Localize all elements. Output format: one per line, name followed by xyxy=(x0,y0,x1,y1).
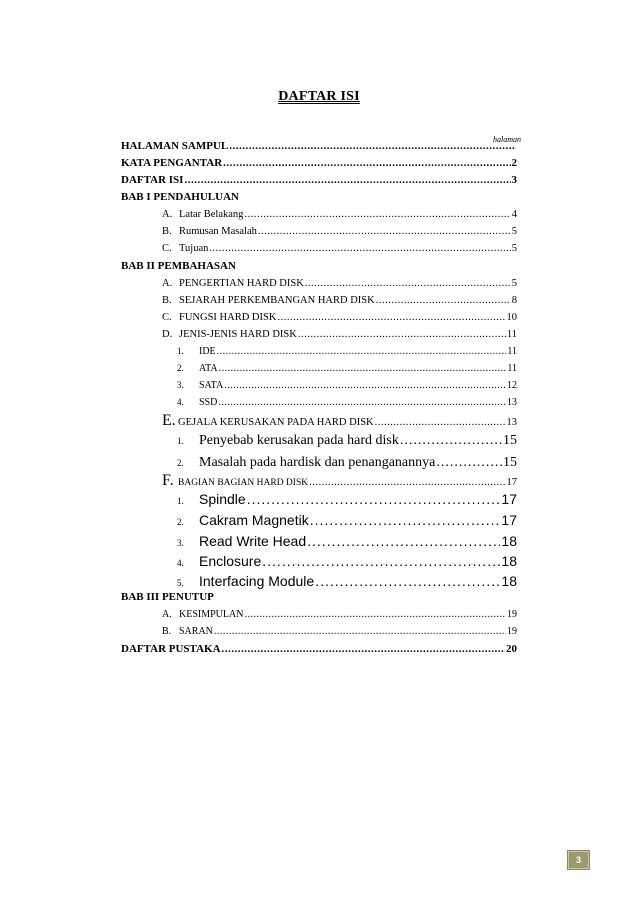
toc-page: 12 xyxy=(507,380,517,391)
toc-label: 1. Spindle xyxy=(177,491,246,507)
toc-page: 18 xyxy=(501,533,517,549)
toc-entry xyxy=(121,174,517,186)
leader-dots xyxy=(224,381,506,391)
toc-entry xyxy=(121,643,517,655)
toc-entry xyxy=(121,157,517,169)
toc-page: 19 xyxy=(507,609,517,620)
toc-marker: 1. xyxy=(177,436,184,446)
toc-label: B. SARAN xyxy=(162,626,213,637)
toc-label: 4. Enclosure xyxy=(177,553,262,569)
toc-label: A. Latar Belakang xyxy=(162,209,244,220)
toc-marker: 1. xyxy=(177,496,184,506)
toc-page: 20 xyxy=(506,643,517,655)
toc-page: 17 xyxy=(501,491,517,507)
toc-label: DAFTAR PUSTAKA xyxy=(121,643,221,655)
leader-dots xyxy=(436,456,502,470)
toc-marker: C. xyxy=(162,312,172,323)
toc-entry xyxy=(177,363,517,374)
page-title: DAFTAR ISI xyxy=(278,89,360,104)
toc-marker: 4. xyxy=(177,397,184,407)
leader-dots xyxy=(305,279,511,290)
toc-entry xyxy=(121,140,517,152)
toc-entry xyxy=(177,512,517,528)
toc-entry xyxy=(177,491,517,507)
toc-label: BAB I PENDAHULUAN xyxy=(121,191,239,203)
leader-dots xyxy=(184,175,510,186)
toc-entry xyxy=(162,209,517,221)
toc-marker: D. xyxy=(162,329,173,340)
toc-page: 18 xyxy=(501,553,517,569)
toc-marker: 3. xyxy=(177,538,184,548)
toc-label: F. BAGIAN BAGIAN HARD DISK xyxy=(162,472,309,489)
leader-dots xyxy=(310,513,501,527)
toc-entry xyxy=(162,609,517,620)
toc-page: 5 xyxy=(511,243,517,254)
toc-marker: C. xyxy=(162,243,172,254)
toc-label: 3. Read Write Head xyxy=(177,533,307,549)
leader-dots xyxy=(217,347,507,357)
toc-marker: A. xyxy=(162,209,173,220)
toc-label: 2. ATA xyxy=(177,363,218,374)
toc-heading xyxy=(121,591,517,603)
toc-label: BAB II PEMBAHASAN xyxy=(121,260,236,272)
leader-dots xyxy=(219,364,507,374)
leader-dots xyxy=(309,478,505,489)
toc-marker: 5. xyxy=(177,578,184,588)
leader-dots xyxy=(307,534,500,548)
toc-label: KATA PENGANTAR xyxy=(121,157,223,169)
toc-label: 2. Cakram Magnetik xyxy=(177,512,309,528)
toc-label: 4. SSD xyxy=(177,397,218,408)
toc-page: 3 xyxy=(511,174,517,186)
toc-marker: 2. xyxy=(177,363,184,373)
halaman-label: halaman xyxy=(493,135,521,144)
toc-page: 19 xyxy=(507,626,517,637)
toc-page: 5 xyxy=(511,226,517,237)
toc-label: A. KESIMPULAN xyxy=(162,609,244,620)
toc-entry xyxy=(177,346,517,357)
toc-page: 11 xyxy=(507,346,517,357)
toc-page: 11 xyxy=(506,329,517,340)
toc-label: C. FUNGSI HARD DISK xyxy=(162,312,277,323)
toc-page: 17 xyxy=(501,512,517,528)
leader-dots xyxy=(315,574,500,588)
toc-entry xyxy=(162,226,517,238)
leader-dots xyxy=(376,296,511,307)
toc-marker: 2. xyxy=(177,458,184,468)
toc-marker: A. xyxy=(162,278,173,289)
toc-label: BAB III PENUTUP xyxy=(121,591,214,603)
toc-label: 3. SATA xyxy=(177,380,224,391)
toc-page: 4 xyxy=(511,209,517,220)
toc-page: 13 xyxy=(507,397,517,408)
leader-dots xyxy=(262,554,500,568)
toc-label: B. Rumusan Masalah xyxy=(162,226,257,237)
toc-entry xyxy=(162,472,517,490)
toc-marker: B. xyxy=(162,226,172,237)
leader-dots xyxy=(223,158,510,169)
leader-dots xyxy=(244,210,510,221)
toc-marker: F. xyxy=(162,472,174,489)
toc-label: A. PENGERTIAN HARD DISK xyxy=(162,278,304,289)
toc-entry xyxy=(162,295,517,307)
toc-entry xyxy=(162,626,517,637)
toc-entry xyxy=(177,553,517,569)
toc-entry xyxy=(177,455,517,471)
toc-page: 11 xyxy=(507,363,517,374)
toc-marker: B. xyxy=(162,626,172,637)
toc-heading xyxy=(121,191,517,203)
toc-marker: B. xyxy=(162,295,172,306)
page-number-badge: 3 xyxy=(568,851,589,869)
toc-entry xyxy=(177,573,517,589)
toc-label: 2. Masalah pada hardisk dan penanganannya xyxy=(177,455,436,470)
toc-marker: 1. xyxy=(177,346,184,356)
toc-label: D. JENIS-JENIS HARD DISK xyxy=(162,329,297,340)
toc-label: C. Tujuan xyxy=(162,243,209,254)
toc-page: 18 xyxy=(501,573,517,589)
toc-label: 1. Penyebab kerusakan pada hard disk xyxy=(177,433,399,448)
toc-page: 8 xyxy=(511,295,517,306)
leader-dots xyxy=(298,330,506,341)
leader-dots xyxy=(214,627,506,637)
toc-entry xyxy=(162,412,517,430)
toc-marker: 2. xyxy=(177,517,184,527)
toc-page: 13 xyxy=(506,417,517,428)
toc-page: 10 xyxy=(506,312,517,323)
toc-marker: A. xyxy=(162,609,172,620)
leader-dots xyxy=(277,313,505,324)
toc-label: B. SEJARAH PERKEMBANGAN HARD DISK xyxy=(162,295,375,306)
toc-marker: E. xyxy=(162,412,176,429)
leader-dots xyxy=(209,244,510,255)
toc-page: 2 xyxy=(511,157,517,169)
toc-entry xyxy=(162,243,517,255)
toc-entry xyxy=(177,380,517,391)
leader-dots xyxy=(400,434,502,448)
toc-entry xyxy=(162,329,517,341)
toc-label: DAFTAR ISI xyxy=(121,174,184,186)
toc-entry xyxy=(177,533,517,549)
leader-dots xyxy=(229,141,516,152)
leader-dots xyxy=(258,227,511,238)
toc-label: E. GEJALA KERUSAKAN PADA HARD DISK xyxy=(162,412,374,429)
toc-marker: 4. xyxy=(177,558,184,568)
leader-dots xyxy=(244,610,506,620)
toc-entry xyxy=(177,433,517,449)
toc-heading xyxy=(121,260,517,272)
toc-page: 15 xyxy=(503,455,517,470)
toc-marker: 3. xyxy=(177,380,184,390)
leader-dots xyxy=(375,418,506,429)
toc-entry xyxy=(177,397,517,408)
toc-label: HALAMAN SAMPUL xyxy=(121,140,229,152)
toc-entry xyxy=(162,312,517,324)
toc-page: 17 xyxy=(506,477,517,488)
leader-dots xyxy=(222,644,505,655)
toc-label: 1. IDE xyxy=(177,346,216,357)
toc-entry xyxy=(162,278,517,290)
leader-dots xyxy=(218,398,506,408)
toc-page: 5 xyxy=(511,278,517,289)
leader-dots xyxy=(247,492,501,506)
toc-page: 15 xyxy=(503,433,517,448)
toc-label: 5. Interfacing Module xyxy=(177,573,315,589)
